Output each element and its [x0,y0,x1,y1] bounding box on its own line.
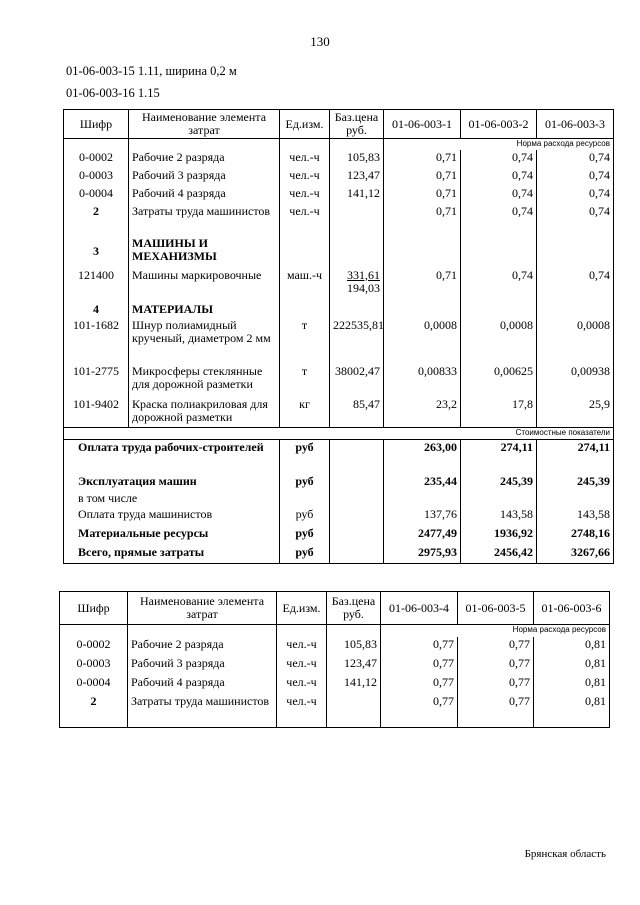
row-name: Рабочие 2 разряда [129,150,280,168]
row-unit: чел.-ч [277,694,327,728]
section-title: МАШИНЫ И МЕХАНИЗМЫ [129,236,280,268]
total-name: Эксплуатация машин [64,474,280,491]
norma-label: Норма расхода ресурсов [381,625,610,637]
row-v2: 0,74 [461,204,537,236]
total-name: Оплата труда рабочих-строителей [64,440,280,474]
row-unit: маш.-ч [280,268,330,302]
row-name: Рабочий 3 разряда [129,168,280,186]
row-code: 0-0003 [60,656,128,675]
total-v1: 2477,49 [384,526,461,545]
row-code: 0-0004 [64,186,129,204]
total-v1: 235,44 [384,474,461,491]
row-v3: 25,9 [537,397,614,428]
row-unit: т [280,318,330,364]
row-v2: 0,74 [461,268,537,302]
table-row [64,150,614,168]
table-row [60,656,610,675]
row-unit: чел.-ч [277,675,327,694]
total-name: в том числе [64,491,280,507]
total-v2: 274,11 [461,440,537,474]
total-v2: 2456,42 [461,545,537,564]
row-name: Микросферы стеклянные для дорожной разметки [129,364,280,397]
total-v1: 2975,93 [384,545,461,564]
total-unit: руб [280,526,330,545]
col-header-c3: 01-06-003-3 [537,110,614,139]
row-price: 222535,81 [330,318,384,364]
row-name: Рабочий 4 разряда [129,186,280,204]
row-unit: чел.-ч [277,637,327,656]
row-price: 38002,47 [330,364,384,397]
row-v2: 17,8 [461,397,537,428]
table-row [64,397,614,428]
row-v1: 0,77 [381,675,458,694]
row-v2: 0,74 [461,186,537,204]
total-row [64,491,614,507]
total-unit: руб [280,507,330,526]
row-v3: 0,74 [537,150,614,168]
row-code: 2 [60,694,128,728]
table-row [64,186,614,204]
row-price: 141,12 [327,675,381,694]
col-header-c1: 01-06-003-4 [381,592,458,625]
row-v3: 0,74 [537,204,614,236]
row-unit: чел.-ч [280,186,330,204]
total-row [64,526,614,545]
row-unit: чел.-ч [280,168,330,186]
row-unit: т [280,364,330,397]
row-v1: 0,77 [381,656,458,675]
row-price: 105,83 [327,637,381,656]
row-name: Рабочий 4 разряда [128,675,277,694]
row-code: 101-2775 [64,364,129,397]
row-price: 141,12 [330,186,384,204]
norma-label: Норма расхода ресурсов [384,139,614,150]
row-unit: чел.-ч [280,204,330,236]
row-v3: 0,0008 [537,318,614,364]
row-v3: 0,00938 [537,364,614,397]
total-v2: 1936,92 [461,526,537,545]
total-row [64,545,614,564]
row-code: 0-0002 [60,637,128,656]
section-code: 3 [64,236,129,268]
col-header-name: Наименование элемента затрат [129,110,280,139]
row-name: Затраты труда машинистов [129,204,280,236]
col-header-name: Наименование элемента затрат [128,592,277,625]
row-name: Рабочий 3 разряда [128,656,277,675]
total-row [64,474,614,491]
row-name: Затраты труда машинистов [128,694,277,728]
total-unit: руб [280,440,330,474]
row-v1: 0,71 [384,268,461,302]
row-price: 123,47 [330,168,384,186]
section-code: 4 [64,302,129,318]
norms-table-1 [63,109,614,564]
machinist-row [60,694,610,728]
col-header-price: Баз.цена руб. [327,592,381,625]
total-unit: руб [280,545,330,564]
row-v2: 0,77 [458,694,534,728]
row-code: 0-0004 [60,675,128,694]
total-name: Оплата труда машинистов [64,507,280,526]
col-header-unit: Ед.изм. [277,592,327,625]
row-v1: 0,71 [384,168,461,186]
row-v3: 0,81 [534,637,610,656]
total-v2: 143,58 [461,507,537,526]
row-v3: 0,74 [537,168,614,186]
row-name: Шнур полиамидный крученый, диаметром 2 мм [129,318,280,364]
row-v2: 0,77 [458,675,534,694]
total-name: Материальные ресурсы [64,526,280,545]
section-title: МАТЕРИАЛЫ [129,302,280,318]
col-header-price: Баз.цена руб. [330,110,384,139]
section-row-materials [64,302,614,318]
table-row [60,675,610,694]
region-footer: Брянская область [524,848,606,860]
row-code: 2 [64,204,129,236]
row-v2: 0,0008 [461,318,537,364]
row-unit: кг [280,397,330,428]
col-header-c2: 01-06-003-5 [458,592,534,625]
row-name: Машины маркировочные [129,268,280,302]
row-v1: 0,71 [384,204,461,236]
row-v1: 0,00833 [384,364,461,397]
total-v2: 245,39 [461,474,537,491]
table-header-row [64,110,614,139]
row-code: 0-0002 [64,150,129,168]
table-row [64,168,614,186]
row-v2: 0,74 [461,168,537,186]
row-v2: 0,77 [458,637,534,656]
table-row [64,364,614,397]
row-v3: 0,74 [537,268,614,302]
total-v3: 143,58 [537,507,614,526]
header-line-1: 01-06-003-15 1.11, ширина 0,2 м [66,64,237,78]
col-header-unit: Ед.изм. [280,110,330,139]
row-price-2: 194,03 [347,280,380,295]
total-name: Всего, прямые затраты [64,545,280,564]
norma-row [60,625,610,637]
row-unit: чел.-ч [280,150,330,168]
row-name: Краска полиакриловая для дорожной разметки [129,397,280,428]
row-price-1: 331,61 [347,267,380,282]
row-v3: 0,81 [534,656,610,675]
header-line-2: 01-06-003-16 1.15 [66,86,160,100]
col-header-c2: 01-06-003-2 [461,110,537,139]
row-v2: 0,74 [461,150,537,168]
row-code: 101-9402 [64,397,129,428]
section-row-machines [64,236,614,268]
row-v1: 0,77 [381,694,458,728]
total-row [64,507,614,526]
total-v3: 2748,16 [537,526,614,545]
machinist-row [64,204,614,236]
row-code: 101-1682 [64,318,129,364]
cost-label-row [64,428,614,440]
norms-table-2 [59,591,610,728]
total-v1: 137,76 [384,507,461,526]
col-header-code: Шифр [60,592,128,625]
row-v3: 0,81 [534,694,610,728]
machine-row [64,268,614,302]
row-name: Рабочие 2 разряда [128,637,277,656]
col-header-code: Шифр [64,110,129,139]
row-v2: 0,77 [458,656,534,675]
total-unit: руб [280,474,330,491]
cost-label: Стоимостные показатели [64,428,614,440]
row-v1: 0,0008 [384,318,461,364]
row-price: 123,47 [327,656,381,675]
col-header-c3: 01-06-003-6 [534,592,610,625]
row-v1: 0,71 [384,150,461,168]
row-v1: 0,77 [381,637,458,656]
table-row [64,318,614,364]
total-v3: 3267,66 [537,545,614,564]
table-row [60,637,610,656]
row-code: 0-0003 [64,168,129,186]
table-header-row [60,592,610,625]
norma-row [64,139,614,150]
row-unit: чел.-ч [277,656,327,675]
page-number: 130 [310,34,330,49]
row-code: 121400 [64,268,129,302]
row-v1: 23,2 [384,397,461,428]
total-v3: 274,11 [537,440,614,474]
total-row [64,440,614,474]
row-v3: 0,74 [537,186,614,204]
row-v3: 0,81 [534,675,610,694]
row-v1: 0,71 [384,186,461,204]
row-v2: 0,00625 [461,364,537,397]
row-price: 105,83 [330,150,384,168]
row-price: 85,47 [330,397,384,428]
total-v3: 245,39 [537,474,614,491]
total-v1: 263,00 [384,440,461,474]
col-header-c1: 01-06-003-1 [384,110,461,139]
